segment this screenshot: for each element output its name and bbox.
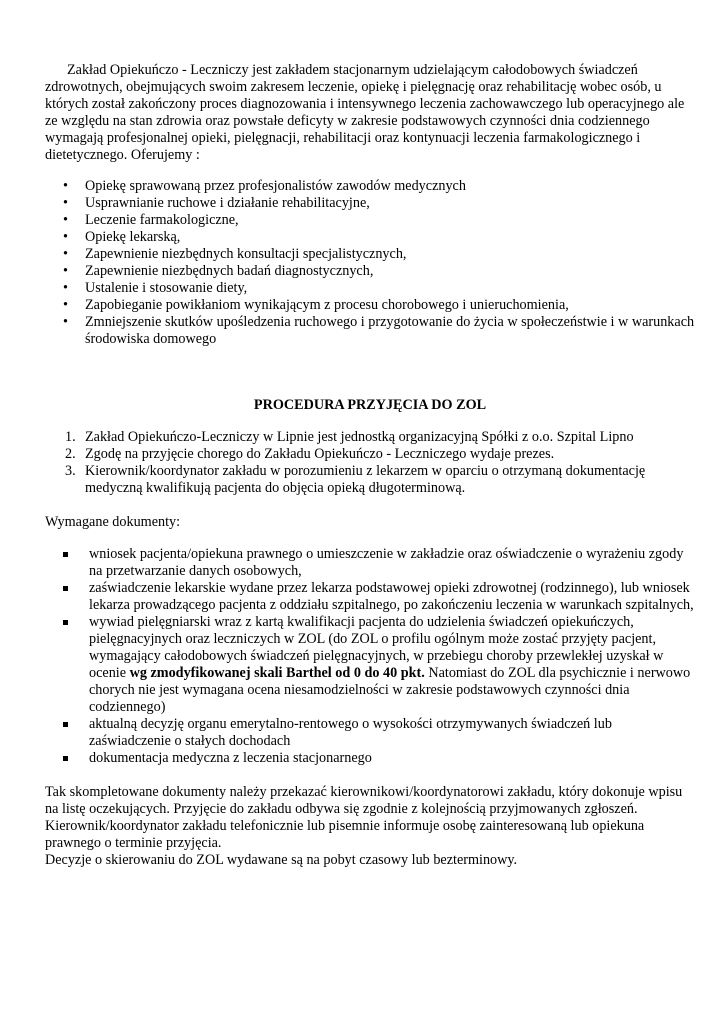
bullet-icon: • [63,229,68,245]
list-item: • Opiekę lekarską, [63,229,181,245]
document-page [45,62,695,869]
step-number: 2. [65,446,76,462]
list-item: • Usprawnianie ruchowe i działanie rehabilitacyjne, [63,195,370,211]
bullet-icon: • [63,178,68,194]
step-number: 3. [65,463,76,479]
list-item: aktualną decyzję organu emerytalno-rentowego o wysokości otrzymywanych świadczeń lub zaświadczenie o stałych dochodach [45,716,695,750]
bullet-icon: • [63,297,68,313]
offer-list [45,178,695,348]
list-item: • Zapobieganie powikłaniom wynikającym z procesu chorobowego i unieruchomienia, [63,297,569,313]
list-item: dokumentacja medyczna z leczenia stacjonarnego [45,750,695,767]
list-item: 1. Zakład Opiekuńczo-Leczniczy w Lipnie jest jednostką organizacyjną Spółki z o.o. Szpital Lipno [65,429,634,445]
closing-paragraph-decisions: Decyzje o skierowaniu do ZOL wydawane są na pobyt czasowy lub bezterminowy. [45,852,518,868]
list-item: zaświadczenie lekarskie wydane przez lekarza podstawowej opieki zdrowotnej (rodzinnego), lub wniosek lekarza prowadzącego pacjenta z oddziału szpitalnego, po zakończeniu leczenia w warunkach szpitalnych, [45,580,695,614]
list-item: wniosek pacjenta/opiekuna prawnego o umieszczenie w zakładzie oraz oświadczenie o wyrażeniu zgody na przetwarzanie danych osobowych, [45,546,695,580]
barthel-scale-emphasis: wg zmodyfikowanej skali Barthel od 0 do 40 pkt. [129,665,425,681]
required-documents-label: Wymagane dokumenty: [45,514,181,530]
list-item: 2. Zgodę na przyjęcie chorego do Zakładu Opiekuńczo - Leczniczego wydaje prezes. [65,446,555,462]
bullet-icon: • [63,314,68,330]
intro-paragraph: Zakład Opiekuńczo - Leczniczy jest zakładem stacjonarnym udzielającym całodobowych świadczeń zdrowotnych, obejmujących swoim zakresem leczenie, opiekę i pielęgnację oraz rehabilitację wobec osób, u których został zakończony proces diagnozowania i intensywnego leczenia zachowawczego lub operacyjnego ale ze względu na stan zdrowia oraz powstałe deficyty w zakresie podstawowych czynności dnia codziennego wymagają profesjonalnej opieki, pielęgnacji, rehabilitacji oraz kontynuacji leczenia farmakologicznego i dietetycznego. Oferujemy : [45,62,685,163]
step-number: 1. [65,429,76,445]
procedure-heading: PROCEDURA PRZYJĘCIA DO ZOL [253,397,487,413]
list-item: wywiad pielęgniarski wraz z kartą kwalifikacji pacjenta do udzielenia świadczeń opiekuńczych, pielęgnacyjnych oraz leczniczych w ZOL (do ZOL o profilu ogólnym może zostać przyjęty pacjent, wymagający całodobowych świadczeń pielęgnacyjnych, w przebiegu choroby przewlekłej uzyskał w ocenie wg zmodyfikowanej skali Barthel od 0 do 40 pkt. Natomiast do ZOL dla psychicznie i nerwowo chorych nie jest wymagana ocena niesamodzielności w zakresie podstawowych czynności dnia codziennego) [45,614,695,716]
bullet-icon: • [63,246,68,262]
list-item: • Zmniejszenie skutków upośledzenia ruchowego i przygotowanie do życia w społeczeństwie i w warunkach środowiska domowego [63,314,695,347]
bullet-icon: • [63,280,68,296]
list-item: • Opiekę sprawowaną przez profesjonalistów zawodów medycznych [63,178,466,194]
square-bullet-icon [63,756,68,761]
list-item: • Leczenie farmakologiczne, [63,212,239,228]
bullet-icon: • [63,263,68,279]
bullet-icon: • [63,212,68,228]
list-item: • Ustalenie i stosowanie diety, [63,280,248,296]
square-bullet-icon [63,586,68,591]
square-bullet-icon [63,722,68,727]
procedure-list [45,429,695,497]
square-bullet-icon [63,552,68,557]
documents-list [45,546,695,767]
square-bullet-icon [63,620,68,625]
list-item: • Zapewnienie niezbędnych badań diagnostycznych, [63,263,374,279]
closing-paragraph: Tak skompletowane dokumenty należy przekazać kierownikowi/koordynatorowi zakładu, który dokonuje wpisu na listę oczekujących. Przyjęcie do zakładu odbywa się zgodnie z kolejnością przyjmowanych zgłoszeń. Kierownik/koordynator zakładu telefonicznie lub pisemnie informuje osobę zainteresowaną lub opiekuna prawnego o terminie przyjęcia. [45,784,683,851]
list-item: • Zapewnienie niezbędnych konsultacji specjalistycznych, [63,246,407,262]
list-item: 3. Kierownik/koordynator zakładu w porozumieniu z lekarzem w oparciu o otrzymaną dokumentację medyczną kwalifikują pacjenta do objęcia opieką długoterminową. [65,463,646,496]
bullet-icon: • [63,195,68,211]
